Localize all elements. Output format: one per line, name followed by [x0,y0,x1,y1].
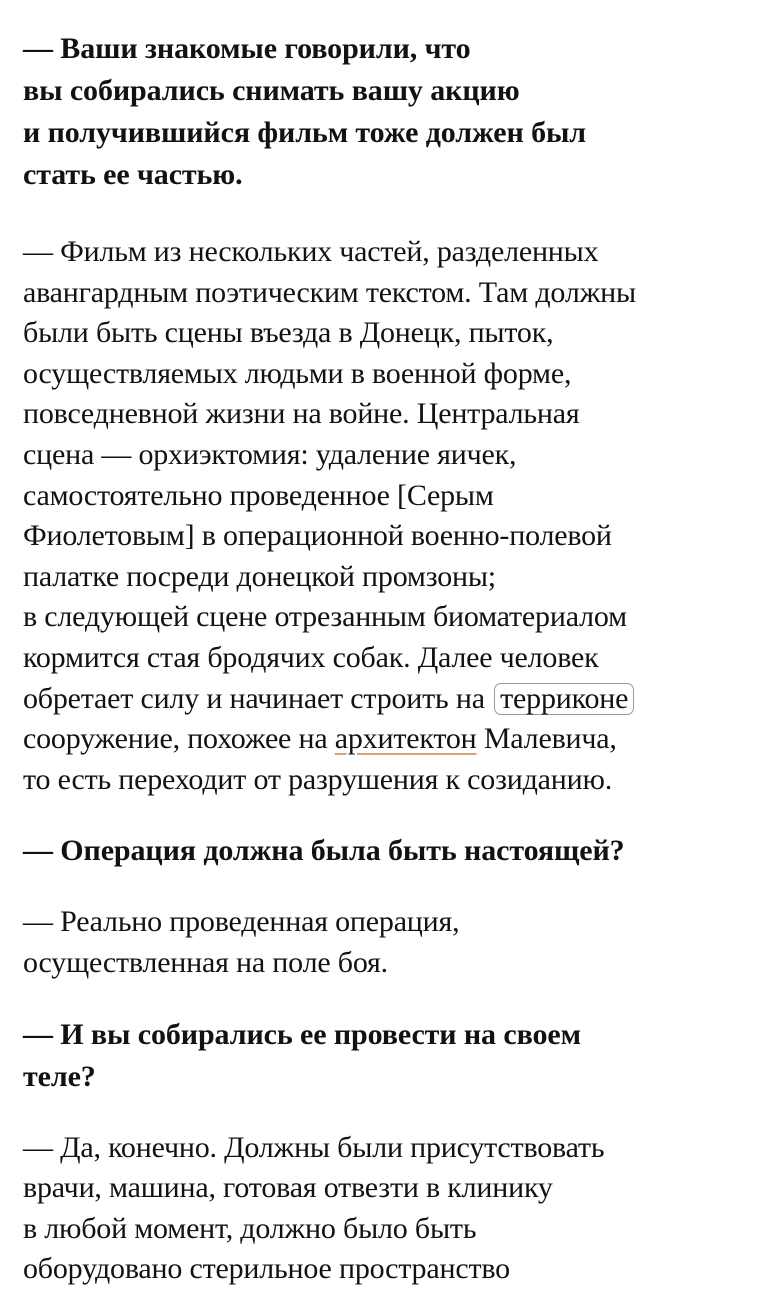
answer-line: в следующей сцене отрезанным биоматериалом [23,600,627,634]
answer-line: — Да, конечно. Должны были присутствовать [23,1130,605,1164]
glossary-term-terrikon[interactable]: терриконе [494,683,634,715]
question-line: вы собирались снимать вашу акцию [23,74,520,107]
question-line: — Ваши знакомые говорили, что [23,32,471,65]
answer-line: в любой момент, должно было быть [23,1211,477,1245]
question-3 [23,1014,740,1098]
answer-line: сцена — орхиэктомия: удаление яичек, [23,437,517,471]
answer-line: осуществляемых людьми в военной форме, [23,356,572,390]
question-line: теле? [23,1059,96,1093]
answer-line: авангардным поэтическим текстом. Там должны [23,275,636,309]
answer-1 [23,232,740,800]
answer-text: Малевича, [483,722,617,756]
answer-line: палатке посреди донецкой промзоны; [23,559,496,593]
answer-line: Фиолетовым] в операционной военно-полевой [23,519,612,553]
answer-line: врачи, машина, готовая отвезти в клинику [23,1171,553,1205]
answer-line: повседневной жизни на войне. Центральная [23,397,580,431]
question-line: стать ее частью. [23,158,243,191]
answer-2 [23,902,740,983]
question-2 [23,830,740,872]
link-architecton[interactable]: архитектон [334,722,477,756]
answer-line: кормится стая бродячих собак. Далее человек [23,640,599,674]
answer-text: обретает силу и начинает строить на [23,681,485,715]
answer-line: осуществленная на поле боя. [23,945,388,979]
answer-line: самостоятельно проведенное [Серым [23,478,494,512]
question-line: — И вы собирались ее провести на своем [23,1017,581,1051]
answer-line: оборудовано стерильное пространство [23,1252,510,1286]
question-line: — Операция должна была быть настоящей? [23,834,625,868]
answer-3 [23,1128,740,1290]
answer-line: то есть переходит от разрушения к созиданию. [23,762,613,796]
question-1 [23,28,740,196]
question-line: и получившийся фильм тоже должен был [23,116,587,149]
answer-line: — Реально проведенная операция, [23,905,460,939]
answer-line-with-link [23,719,740,760]
answer-line: — Фильм из нескольких частей, разделенных [23,235,599,268]
answer-line: были быть сцены въезда в Донецк, пыток, [23,316,554,350]
answer-text: сооружение, похожее на [23,722,328,756]
answer-line-with-term [23,679,740,720]
